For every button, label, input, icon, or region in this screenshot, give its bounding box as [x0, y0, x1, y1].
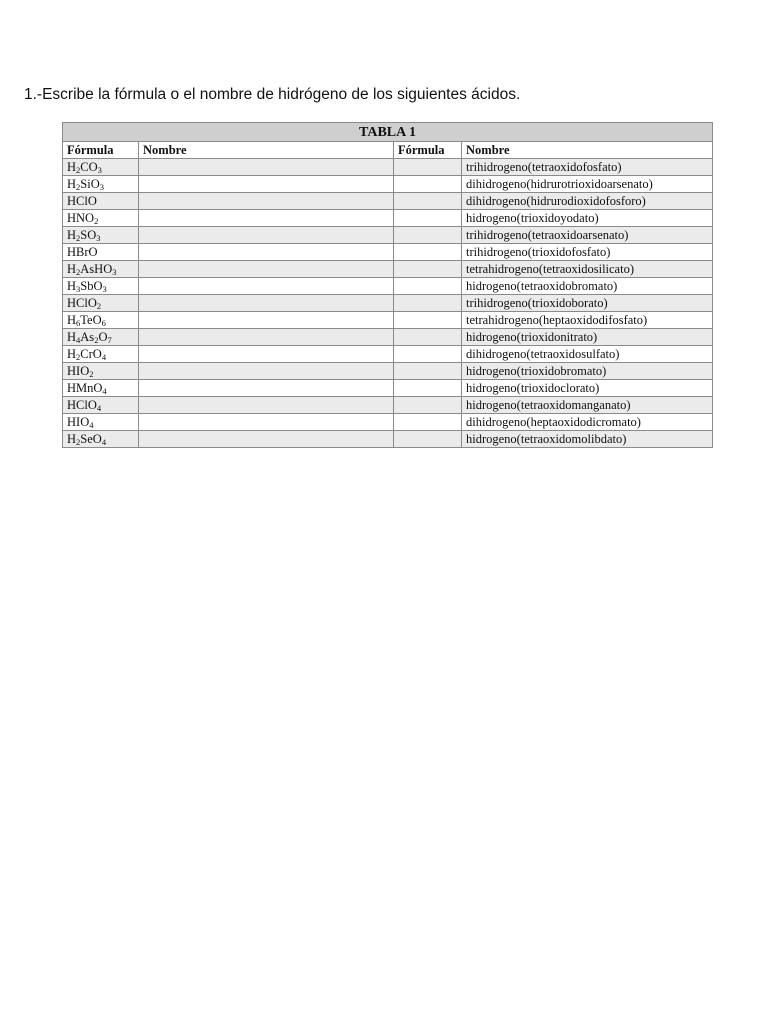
nombre-cell: tetrahidrogeno(heptaoxidodifosfato): [462, 312, 713, 329]
formula-cell: $H_2SiO_3$: [63, 176, 139, 193]
formula-cell: $H_2SO_3$: [63, 227, 139, 244]
table-row: [63, 295, 713, 312]
nombre-answer-cell[interactable]: [139, 159, 394, 176]
exercise-heading: 1.-Escribe la fórmula o el nombre de hidrógeno de los siguientes ácidos.: [24, 86, 521, 103]
table-row: [63, 176, 713, 193]
col-header-nombre: Nombre: [139, 142, 394, 159]
nombre-cell: dihidrogeno(hidrurotrioxidoarsenato): [462, 176, 713, 193]
formula-answer-cell[interactable]: [394, 346, 462, 363]
formula-answer-cell[interactable]: [394, 210, 462, 227]
nombre-cell: dihidrogeno(hidrurodioxidofosforo): [462, 193, 713, 210]
nombre-cell: hidrogeno(tetraoxidomolibdato): [462, 431, 713, 448]
col-header-nombre-2: Nombre: [462, 142, 713, 159]
nombre-answer-cell[interactable]: [139, 227, 394, 244]
formula-cell: HClO: [63, 193, 139, 210]
formula-cell: $H_2CO_3$: [63, 159, 139, 176]
table-row: [63, 210, 713, 227]
formula-answer-cell[interactable]: [394, 159, 462, 176]
formula-cell: HMnO$_4$: [63, 380, 139, 397]
nombre-cell: hidrogeno(trioxidoyodato): [462, 210, 713, 227]
formula-cell: $HNO_2$: [63, 210, 139, 227]
formula-cell: HClO$_2$: [63, 295, 139, 312]
formula-answer-cell[interactable]: [394, 312, 462, 329]
nombre-answer-cell[interactable]: [139, 193, 394, 210]
formula-cell: $H_2AsHO_3$: [63, 261, 139, 278]
nombre-answer-cell[interactable]: [139, 244, 394, 261]
formula-cell: $HIO_4$: [63, 414, 139, 431]
nombre-answer-cell[interactable]: [139, 295, 394, 312]
nombre-cell: hidrogeno(tetraoxidomanganato): [462, 397, 713, 414]
formula-cell: $HIO_2$: [63, 363, 139, 380]
table-row: [63, 380, 713, 397]
formula-cell: $H_2SeO_4$: [63, 431, 139, 448]
table-row: [63, 261, 713, 278]
nombre-answer-cell[interactable]: [139, 363, 394, 380]
formula-answer-cell[interactable]: [394, 363, 462, 380]
formula-answer-cell[interactable]: [394, 397, 462, 414]
formula-cell: $H_4As_2O_7$: [63, 329, 139, 346]
table-row: [63, 193, 713, 210]
nombre-answer-cell[interactable]: [139, 176, 394, 193]
nombre-answer-cell[interactable]: [139, 380, 394, 397]
nombre-answer-cell[interactable]: [139, 210, 394, 227]
formula-answer-cell[interactable]: [394, 295, 462, 312]
table-row: [63, 329, 713, 346]
table-row: [63, 227, 713, 244]
table-row: [63, 431, 713, 448]
nombre-cell: hidrogeno(trioxidobromato): [462, 363, 713, 380]
nombre-answer-cell[interactable]: [139, 431, 394, 448]
table-row: [63, 363, 713, 380]
formula-cell: HClO$_4$: [63, 397, 139, 414]
formula-cell: HBrO: [63, 244, 139, 261]
formula-answer-cell[interactable]: [394, 261, 462, 278]
table-row: [63, 414, 713, 431]
nombre-cell: trihidrogeno(tetraoxidoarsenato): [462, 227, 713, 244]
nombre-answer-cell[interactable]: [139, 329, 394, 346]
nombre-cell: hidrogeno(trioxidoclorato): [462, 380, 713, 397]
formula-answer-cell[interactable]: [394, 414, 462, 431]
table-row: [63, 159, 713, 176]
nombre-answer-cell[interactable]: [139, 414, 394, 431]
nombre-cell: trihidrogeno(tetraoxidofosfato): [462, 159, 713, 176]
formula-cell: $H_6TeO_6$: [63, 312, 139, 329]
formula-answer-cell[interactable]: [394, 176, 462, 193]
formula-answer-cell[interactable]: [394, 278, 462, 295]
nombre-cell: hidrogeno(tetraoxidobromato): [462, 278, 713, 295]
nombre-cell: trihidrogeno(trioxidoborato): [462, 295, 713, 312]
formula-answer-cell[interactable]: [394, 193, 462, 210]
table-row: [63, 397, 713, 414]
table-title: TABLA 1: [63, 123, 713, 142]
table-row: [63, 346, 713, 363]
nombre-cell: tetrahidrogeno(tetraoxidosilicato): [462, 261, 713, 278]
formula-answer-cell[interactable]: [394, 227, 462, 244]
nombre-cell: hidrogeno(trioxidonitrato): [462, 329, 713, 346]
col-header-formula-2: Fórmula: [394, 142, 462, 159]
nombre-answer-cell[interactable]: [139, 346, 394, 363]
formula-answer-cell[interactable]: [394, 380, 462, 397]
table-row: [63, 244, 713, 261]
table-row: [63, 312, 713, 329]
nombre-cell: dihidrogeno(heptaoxidodicromato): [462, 414, 713, 431]
formula-answer-cell[interactable]: [394, 244, 462, 261]
formula-cell: $H_2CrO_4$: [63, 346, 139, 363]
formula-answer-cell[interactable]: [394, 431, 462, 448]
formula-answer-cell[interactable]: [394, 329, 462, 346]
nombre-answer-cell[interactable]: [139, 261, 394, 278]
nombre-cell: trihidrogeno(trioxidofosfato): [462, 244, 713, 261]
nombre-cell: dihidrogeno(tetraoxidosulfato): [462, 346, 713, 363]
nombre-answer-cell[interactable]: [139, 278, 394, 295]
col-header-formula: Fórmula: [63, 142, 139, 159]
table-row: [63, 278, 713, 295]
acids-table: [62, 122, 713, 448]
nombre-answer-cell[interactable]: [139, 397, 394, 414]
nombre-answer-cell[interactable]: [139, 312, 394, 329]
formula-cell: $H_3SbO_3$: [63, 278, 139, 295]
